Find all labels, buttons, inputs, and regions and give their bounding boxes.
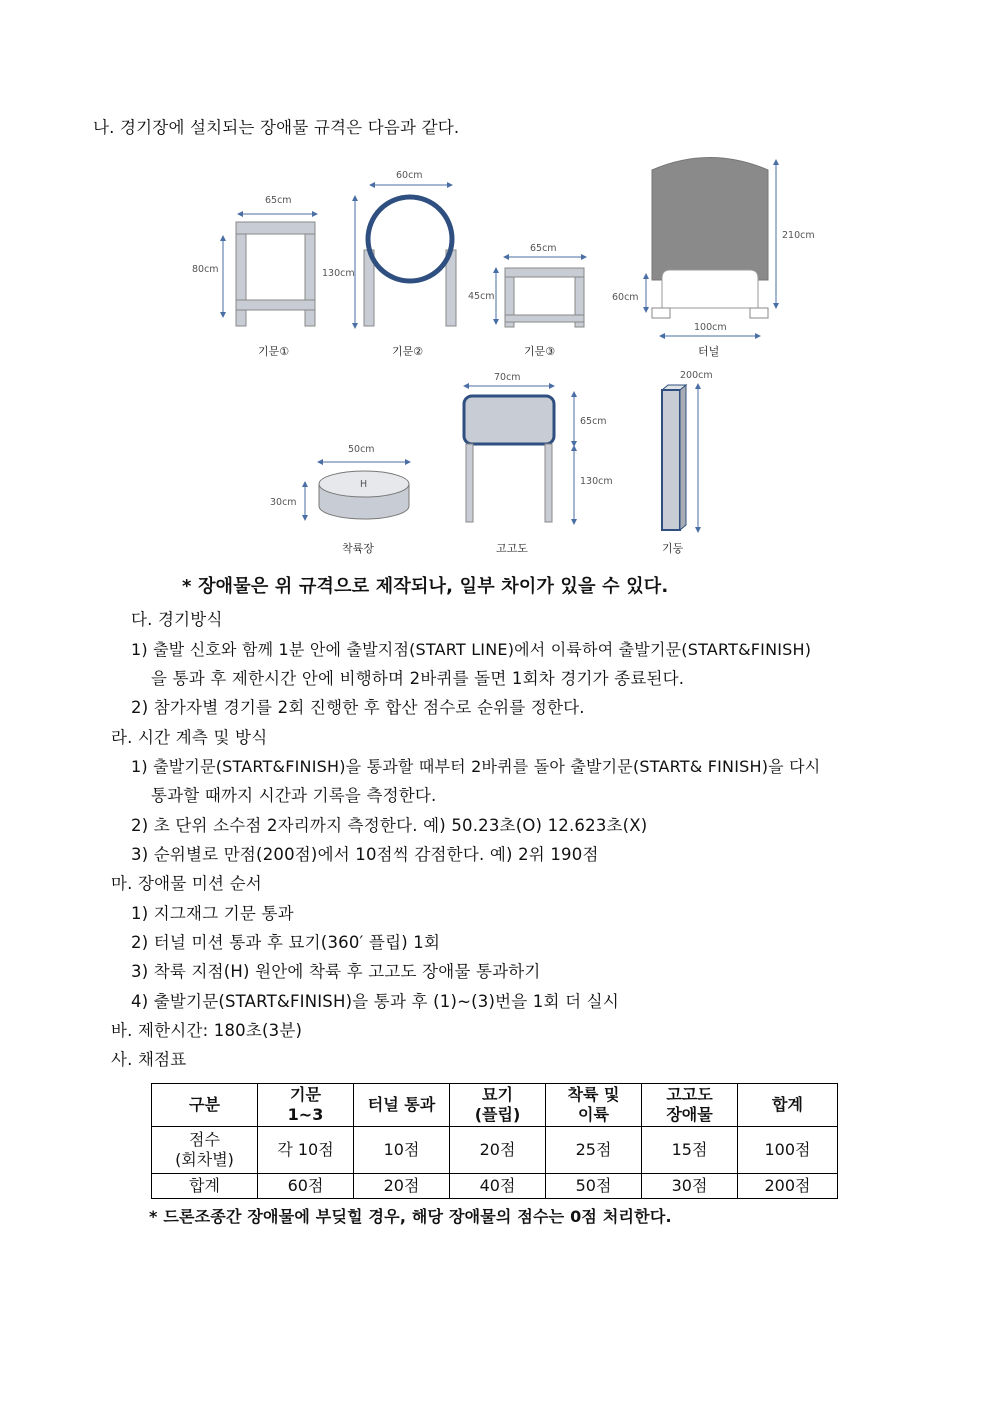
note-obstacle-spec: * 장애물은 위 규격으로 제작되나, 일부 차이가 있을 수 있다. xyxy=(182,576,669,597)
table-cell: 각 10점 xyxy=(258,1127,354,1174)
ma-item-1: 1) 지그재그 기문 통과 xyxy=(131,904,294,923)
obstacle-diagram xyxy=(180,150,840,570)
da-item-1-line2: 을 통과 후 제한시간 안에 비행하며 2바퀴를 돌면 1회차 경기가 종료된다. xyxy=(151,669,685,688)
gate-1 xyxy=(192,195,315,358)
gate2-caption: 기문② xyxy=(392,345,424,358)
ma-item-4: 4) 출발기문(START&FINISH)을 통과 후 (1)~(3)번을 1회 더 실시 xyxy=(131,992,619,1011)
table-row xyxy=(152,1127,838,1174)
table-cell: 30점 xyxy=(642,1174,738,1199)
table-cell: 60점 xyxy=(258,1174,354,1199)
gate1-caption: 기문① xyxy=(258,345,290,358)
high-altitude-gate xyxy=(464,372,613,555)
high-legs-label: 130cm xyxy=(580,476,613,487)
landing-h-mark: H xyxy=(360,479,368,490)
ra-item-1-line1: 1) 출발기문(START&FINISH)을 통과할 때부터 2바퀴를 돌아 출발기문(START& FINISH)을 다시 xyxy=(131,757,821,776)
ra-item-1-line2: 통과할 때까지 시간과 기록을 측정한다. xyxy=(151,786,437,805)
table-header-cell: 묘기 (플립) xyxy=(450,1084,546,1127)
table-cell: 20점 xyxy=(450,1127,546,1174)
table-header-cell: 착륙 및 이륙 xyxy=(546,1084,642,1127)
tunnel xyxy=(612,158,815,359)
table-cell: 10점 xyxy=(354,1127,450,1174)
table-row xyxy=(152,1174,838,1199)
pillar-caption: 기둥 xyxy=(662,542,684,555)
section-sa-title: 사. 채점표 xyxy=(111,1050,187,1069)
da-item-2: 2) 참가자별 경기를 2회 진행한 후 합산 점수로 순위를 정한다. xyxy=(131,698,585,717)
landing-caption: 착륙장 xyxy=(342,542,374,555)
section-ma-title: 마. 장애물 미션 순서 xyxy=(111,874,262,893)
pillar xyxy=(662,370,713,555)
table-cell: 200점 xyxy=(738,1174,838,1199)
ra-item-2: 2) 초 단위 소수점 2자리까지 측정한다. 예) 50.23초(O) 12.623초(X) xyxy=(131,816,648,835)
table-cell: 20점 xyxy=(354,1174,450,1199)
tunnel-width-label: 100cm xyxy=(694,322,727,333)
ma-item-2: 2) 터널 미션 통과 후 묘기(360′ 플립) 1회 xyxy=(131,933,441,952)
ma-item-3: 3) 착륙 지점(H) 원안에 착륙 후 고고도 장애물 통과하기 xyxy=(131,962,541,981)
landing-height-label: 30cm xyxy=(270,497,297,508)
tunnel-opening-label: 60cm xyxy=(612,292,639,303)
gate3-caption: 기문③ xyxy=(524,345,556,358)
table-cell: 100점 xyxy=(738,1127,838,1174)
gate-3 xyxy=(468,243,584,358)
table-header-cell: 합계 xyxy=(738,1084,838,1127)
section-ra-title: 라. 시간 계측 및 방식 xyxy=(111,728,268,747)
ra-item-3: 3) 순위별로 만점(200점)에서 10점씩 감점한다. 예) 2위 190점 xyxy=(131,845,599,864)
section-ba-title: 바. 제한시간: 180초(3분) xyxy=(111,1021,303,1040)
table-cell: 합계 xyxy=(152,1174,258,1199)
score-table xyxy=(151,1083,838,1199)
gate-2 xyxy=(322,170,456,358)
table-cell: 점수 (회차별) xyxy=(152,1127,258,1174)
table-header-row xyxy=(152,1084,838,1127)
high-frame-label: 65cm xyxy=(580,416,607,427)
gate2-width-label: 60cm xyxy=(396,170,423,181)
table-header-cell: 구분 xyxy=(152,1084,258,1127)
table-header-cell: 터널 통과 xyxy=(354,1084,450,1127)
high-width-label: 70cm xyxy=(494,372,521,383)
note-collision: * 드론조종간 장애물에 부딪힐 경우, 해당 장애물의 점수는 0점 처리한다. xyxy=(149,1207,672,1226)
table-cell: 50점 xyxy=(546,1174,642,1199)
gate3-width-label: 65cm xyxy=(530,243,557,254)
landing-pad xyxy=(270,444,409,555)
gate1-width-label: 65cm xyxy=(265,195,292,206)
section-na-title: 나. 경기장에 설치되는 장애물 규격은 다음과 같다. xyxy=(93,118,460,137)
section-da-title: 다. 경기방식 xyxy=(131,610,223,629)
high-caption: 고고도 xyxy=(496,542,528,555)
da-item-1-line1: 1) 출발 신호와 함께 1분 안에 출발지점(START LINE)에서 이륙하여 출발기문(START&FINISH) xyxy=(131,640,812,659)
table-header-cell: 고고도 장애물 xyxy=(642,1084,738,1127)
table-cell: 15점 xyxy=(642,1127,738,1174)
table-header-cell: 기문 1~3 xyxy=(258,1084,354,1127)
tunnel-caption: 터널 xyxy=(698,345,720,358)
gate1-height-label: 80cm xyxy=(192,264,219,275)
table-cell: 40점 xyxy=(450,1174,546,1199)
table-cell: 25점 xyxy=(546,1127,642,1174)
gate2-height-label: 130cm xyxy=(322,268,355,279)
landing-width-label: 50cm xyxy=(348,444,375,455)
pillar-height-label: 200cm xyxy=(680,370,713,381)
tunnel-height-label: 210cm xyxy=(782,230,815,241)
gate3-height-label: 45cm xyxy=(468,291,495,302)
